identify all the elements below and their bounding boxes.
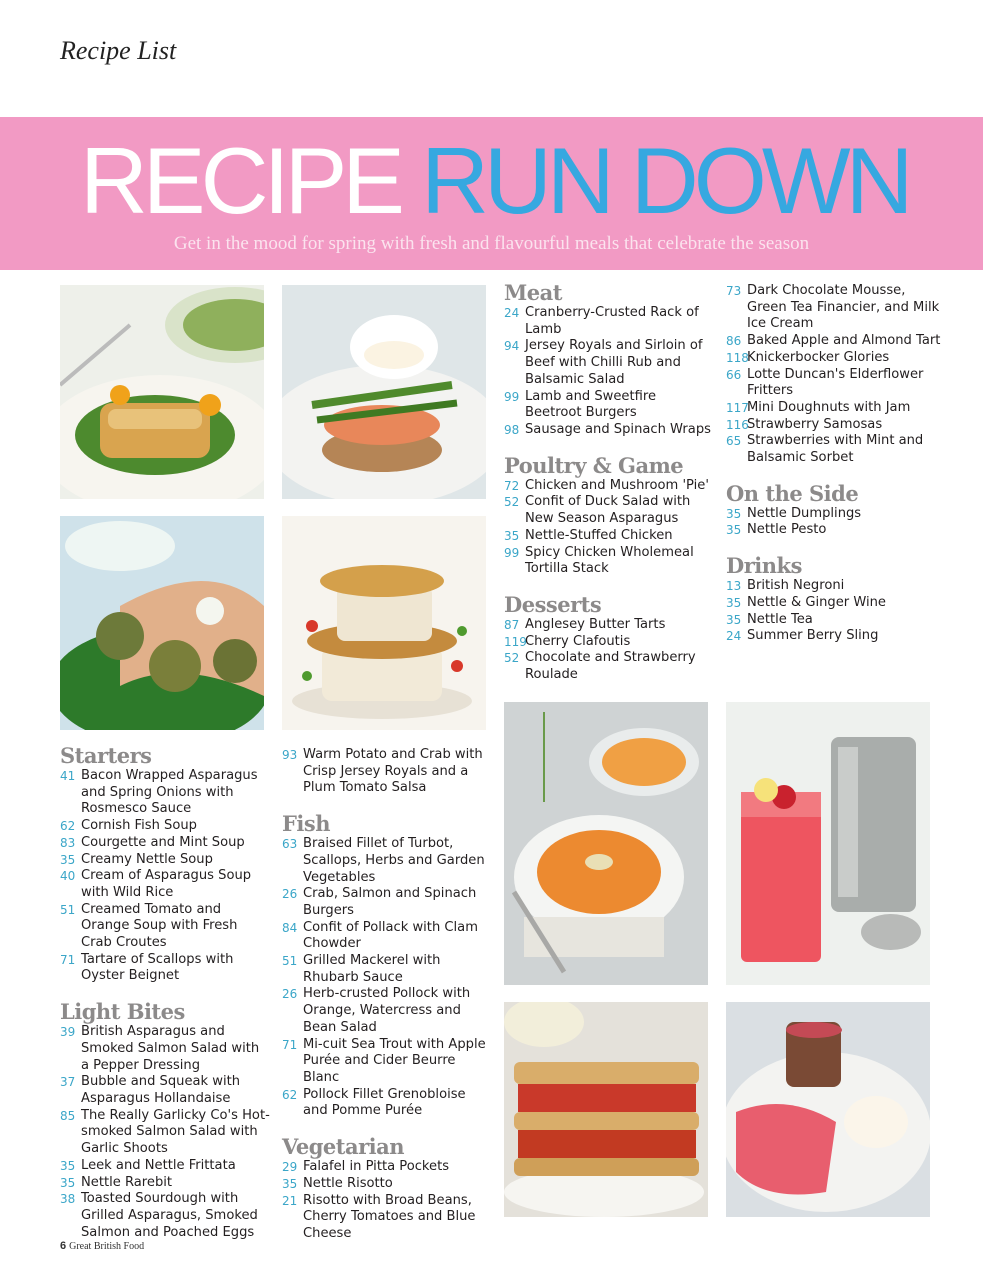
recipe-item — [60, 1074, 270, 1107]
recipe-page-number: 24 — [726, 629, 742, 644]
recipe-name: Pollock Fillet Grenobloise and Pomme Purée — [303, 1086, 466, 1119]
recipe-name: Cherry Clafoutis — [525, 633, 631, 649]
photo-crab-tower — [282, 516, 486, 730]
recipe-name: Nettle Tea — [747, 611, 813, 627]
recipe-item — [504, 389, 714, 422]
recipe-item — [726, 283, 941, 333]
recipe-page-number: 98 — [504, 422, 520, 437]
recipe-name: Cream of Asparagus Soup with Wild Rice — [81, 868, 252, 900]
recipe-page-number: 94 — [504, 339, 520, 354]
recipe-page-number: 13 — [726, 579, 742, 594]
recipe-item — [60, 1158, 270, 1175]
page-number: 6 — [60, 1240, 67, 1252]
recipe-name: The Really Garlicky Co's Hot-smoked Salmon Salad with Garlic Shoots — [81, 1107, 270, 1157]
recipe-page-number: 35 — [282, 1176, 298, 1191]
recipe-item — [60, 768, 270, 818]
category-title-meat: Meat — [504, 280, 562, 305]
recipe-name: Cranberry-Crusted Rack of Lamb — [525, 305, 699, 337]
list-starters — [60, 768, 270, 985]
recipe-name: Strawberry Samosas — [747, 416, 883, 432]
recipe-name: Nettle Dumplings — [747, 505, 862, 521]
recipe-page-number: 63 — [282, 837, 298, 852]
recipe-item — [504, 634, 714, 651]
recipe-page-number: 62 — [60, 819, 76, 834]
recipe-name: Nettle Pesto — [747, 522, 827, 538]
photo-fish-salad — [60, 285, 264, 499]
photo-soup — [504, 702, 708, 985]
column-1 — [60, 745, 270, 1257]
column-4 — [726, 283, 941, 661]
recipe-name: Jersey Royals and Sirloin of Beef with Chilli Rub and Balsamic Salad — [525, 338, 703, 387]
banner-title-blue: RUN DOWN — [421, 128, 909, 233]
recipe-item — [726, 578, 941, 595]
list-light-bites-continued — [282, 747, 494, 797]
recipe-item — [60, 1175, 270, 1192]
recipe-item — [60, 852, 270, 869]
recipe-page-number: 93 — [282, 748, 298, 762]
recipe-name: Lamb and Sweetfire Beetroot Burgers — [525, 388, 657, 421]
recipe-page-number: 35 — [60, 852, 76, 867]
column-3 — [504, 282, 714, 700]
recipe-item — [282, 920, 494, 953]
recipe-page-number: 85 — [60, 1108, 76, 1123]
recipe-item — [504, 528, 714, 545]
recipe-page-number: 35 — [726, 595, 742, 610]
recipe-name: Toasted Sourdough with Grilled Asparagus, Smoked Salmon and Poached Eggs — [81, 1191, 258, 1240]
recipe-name: Nettle Rarebit — [81, 1174, 173, 1190]
recipe-name: Grilled Mackerel with Rhubarb Sauce — [303, 953, 441, 985]
recipe-name: Spicy Chicken Wholemeal Tortilla Stack — [525, 544, 694, 577]
recipe-item — [282, 953, 494, 986]
category-title-desserts: Desserts — [504, 591, 602, 617]
recipe-page-number: 119 — [504, 634, 527, 649]
recipe-page-number: 72 — [504, 478, 520, 493]
photo-falafel — [60, 516, 264, 730]
recipe-page-number: 21 — [282, 1193, 298, 1208]
recipe-name: British Negroni — [747, 578, 845, 594]
recipe-name: Braised Fillet of Turbot, Scallops, Herbs and Garden Vegetables — [303, 836, 485, 885]
recipe-item — [282, 1193, 494, 1243]
recipe-page-number: 71 — [60, 952, 76, 967]
photo-poached-egg — [282, 285, 486, 499]
recipe-item — [504, 545, 714, 578]
recipe-page-number: 71 — [282, 1037, 298, 1052]
category-title-starters: Starters — [60, 743, 152, 768]
recipe-name: British Asparagus and Smoked Salmon Salad with a Pepper Dressing — [81, 1024, 260, 1073]
recipe-page-number: 118 — [726, 350, 749, 365]
recipe-item — [60, 902, 270, 952]
recipe-page-number: 83 — [60, 835, 76, 850]
recipe-name: Strawberries with Mint and Balsamic Sorbet — [747, 433, 924, 466]
recipe-item — [282, 1159, 494, 1176]
recipe-name: Confit of Duck Salad with New Season Asparagus — [525, 494, 691, 527]
recipe-item — [726, 506, 941, 523]
recipe-page-number: 65 — [726, 434, 742, 449]
recipe-item — [60, 818, 270, 835]
recipe-name: Knickerbocker Glories — [747, 349, 890, 365]
recipe-item — [726, 400, 941, 417]
recipe-page-number: 116 — [726, 417, 749, 432]
recipe-name: Anglesey Butter Tarts — [525, 616, 666, 632]
recipe-name: Chocolate and Strawberry Roulade — [525, 650, 696, 683]
recipe-item — [282, 747, 494, 797]
category-title-poultry-game: Poultry & Game — [504, 452, 684, 478]
recipe-name: Warm Potato and Crab with Crisp Jersey Royals and a Plum Tomato Salsa — [303, 747, 483, 796]
recipe-page-number: 38 — [60, 1192, 76, 1207]
recipe-name: Creamy Nettle Soup — [81, 851, 213, 867]
recipe-item — [726, 595, 941, 612]
recipe-name: Crab, Salmon and Spinach Burgers — [303, 886, 477, 918]
recipe-name: Herb-crusted Pollock with Orange, Watercress and Bean Salad — [303, 986, 471, 1035]
recipe-page-number: 29 — [282, 1160, 298, 1175]
list-desserts — [504, 617, 714, 684]
recipe-page-number: 52 — [504, 495, 520, 510]
recipe-page-number: 37 — [60, 1075, 76, 1090]
recipe-item — [726, 333, 941, 350]
recipe-page-number: 35 — [60, 1175, 76, 1190]
recipe-item — [282, 886, 494, 919]
list-desserts-continued — [726, 283, 941, 467]
magazine-name: Great British Food — [69, 1241, 145, 1252]
recipe-page-number: 66 — [726, 367, 742, 382]
recipe-item — [282, 1037, 494, 1087]
category-title-vegetarian: Vegetarian — [282, 1134, 404, 1160]
category-title-fish: Fish — [282, 811, 330, 837]
recipe-page-number: 84 — [282, 920, 298, 935]
recipe-item — [282, 1087, 494, 1120]
recipe-page-number: 24 — [504, 306, 520, 321]
list-poultry-game — [504, 478, 714, 578]
list-light-bites — [60, 1024, 270, 1241]
recipe-name: Creamed Tomato and Orange Soup with Fresh Crab Croutes — [81, 901, 238, 951]
list-vegetarian — [282, 1159, 494, 1243]
recipe-name: Bacon Wrapped Asparagus and Spring Onions with Rosmesco Sauce — [81, 768, 258, 817]
recipe-item — [504, 494, 714, 527]
list-meat — [504, 305, 714, 439]
section-label: Recipe List — [60, 36, 177, 65]
recipe-name: Nettle Risotto — [303, 1175, 393, 1191]
recipe-item — [726, 417, 941, 434]
recipe-name: Mini Doughnuts with Jam — [747, 399, 911, 415]
recipe-page-number: 99 — [504, 545, 520, 560]
recipe-page-number: 26 — [282, 987, 298, 1002]
list-on-the-side — [726, 506, 941, 539]
recipe-item — [504, 305, 714, 338]
recipe-item — [504, 478, 714, 495]
recipe-item — [60, 835, 270, 852]
recipe-item — [726, 522, 941, 539]
recipe-item — [504, 338, 714, 388]
recipe-page-number: 35 — [726, 612, 742, 627]
photo-drink — [726, 702, 930, 985]
recipe-name: Falafel in Pitta Pockets — [303, 1159, 450, 1175]
recipe-name: Nettle-Stuffed Chicken — [525, 527, 673, 543]
recipe-page-number: 39 — [60, 1025, 76, 1040]
list-fish — [282, 836, 494, 1120]
recipe-item — [504, 617, 714, 634]
banner-title — [80, 128, 909, 233]
recipe-name: Dark Chocolate Mousse, Green Tea Financier, and Milk Ice Cream — [747, 283, 940, 332]
recipe-item — [726, 367, 941, 400]
recipe-item — [282, 1176, 494, 1193]
recipe-item — [504, 650, 714, 683]
recipe-page-number: 51 — [282, 954, 298, 969]
banner-title-white: RECIPE — [80, 128, 400, 233]
recipe-page-number: 87 — [504, 617, 520, 632]
recipe-page-number: 73 — [726, 284, 742, 298]
recipe-name: Chicken and Mushroom 'Pie' — [525, 477, 709, 493]
recipe-page-number: 86 — [726, 334, 742, 349]
recipe-item — [60, 1191, 270, 1241]
photo-roulade — [726, 1002, 930, 1217]
recipe-page-number: 117 — [726, 400, 749, 415]
recipe-page-number: 35 — [60, 1158, 76, 1173]
recipe-name: Baked Apple and Almond Tart — [747, 333, 941, 349]
recipe-item — [282, 836, 494, 886]
recipe-name: Confit of Pollack with Clam Chowder — [303, 919, 478, 952]
recipe-name: Tartare of Scallops with Oyster Beignet — [81, 951, 234, 984]
recipe-name: Nettle & Ginger Wine — [747, 594, 886, 610]
column-2 — [282, 747, 494, 1259]
page-footer — [60, 1240, 144, 1252]
recipe-item — [726, 612, 941, 629]
recipe-name: Bubble and Squeak with Asparagus Hollandaise — [81, 1074, 241, 1107]
recipe-item — [726, 433, 941, 466]
list-drinks — [726, 578, 941, 645]
recipe-name: Cornish Fish Soup — [81, 818, 197, 834]
recipe-name: Sausage and Spinach Wraps — [525, 421, 711, 437]
recipe-name: Courgette and Mint Soup — [81, 834, 245, 850]
recipe-page-number: 35 — [504, 528, 520, 543]
recipe-name: Summer Berry Sling — [747, 628, 879, 644]
photo-tortilla-stack — [504, 1002, 708, 1217]
recipe-item — [60, 952, 270, 985]
recipe-name: Mi-cuit Sea Trout with Apple Purée and Cider Beurre Blanc — [303, 1036, 486, 1085]
category-title-drinks: Drinks — [726, 553, 802, 579]
recipe-name: Risotto with Broad Beans, Cherry Tomatoes and Blue Cheese — [303, 1192, 476, 1241]
recipe-item — [726, 350, 941, 367]
recipe-item — [282, 986, 494, 1036]
recipe-item — [60, 1024, 270, 1074]
recipe-item — [504, 422, 714, 439]
banner-subtitle: Get in the mood for spring with fresh and flavourful meals that celebrate the season — [173, 233, 810, 254]
recipe-item — [726, 628, 941, 645]
category-title-light-bites: Light Bites — [60, 999, 185, 1025]
recipe-page-number: 52 — [504, 651, 520, 666]
recipe-page-number: 99 — [504, 389, 520, 404]
category-title-on-the-side: On the Side — [726, 480, 859, 506]
recipe-page-number: 35 — [726, 523, 742, 538]
recipe-name: Lotte Duncan's Elderflower Fritters — [747, 366, 924, 399]
recipe-page-number: 62 — [282, 1087, 298, 1102]
recipe-page-number: 26 — [282, 887, 298, 902]
recipe-name: Leek and Nettle Frittata — [81, 1157, 236, 1173]
recipe-page-number: 35 — [726, 506, 742, 521]
recipe-page-number: 40 — [60, 869, 76, 884]
recipe-page-number: 51 — [60, 902, 76, 917]
recipe-item — [60, 1108, 270, 1158]
recipe-page-number: 41 — [60, 769, 76, 784]
recipe-item — [60, 868, 270, 901]
